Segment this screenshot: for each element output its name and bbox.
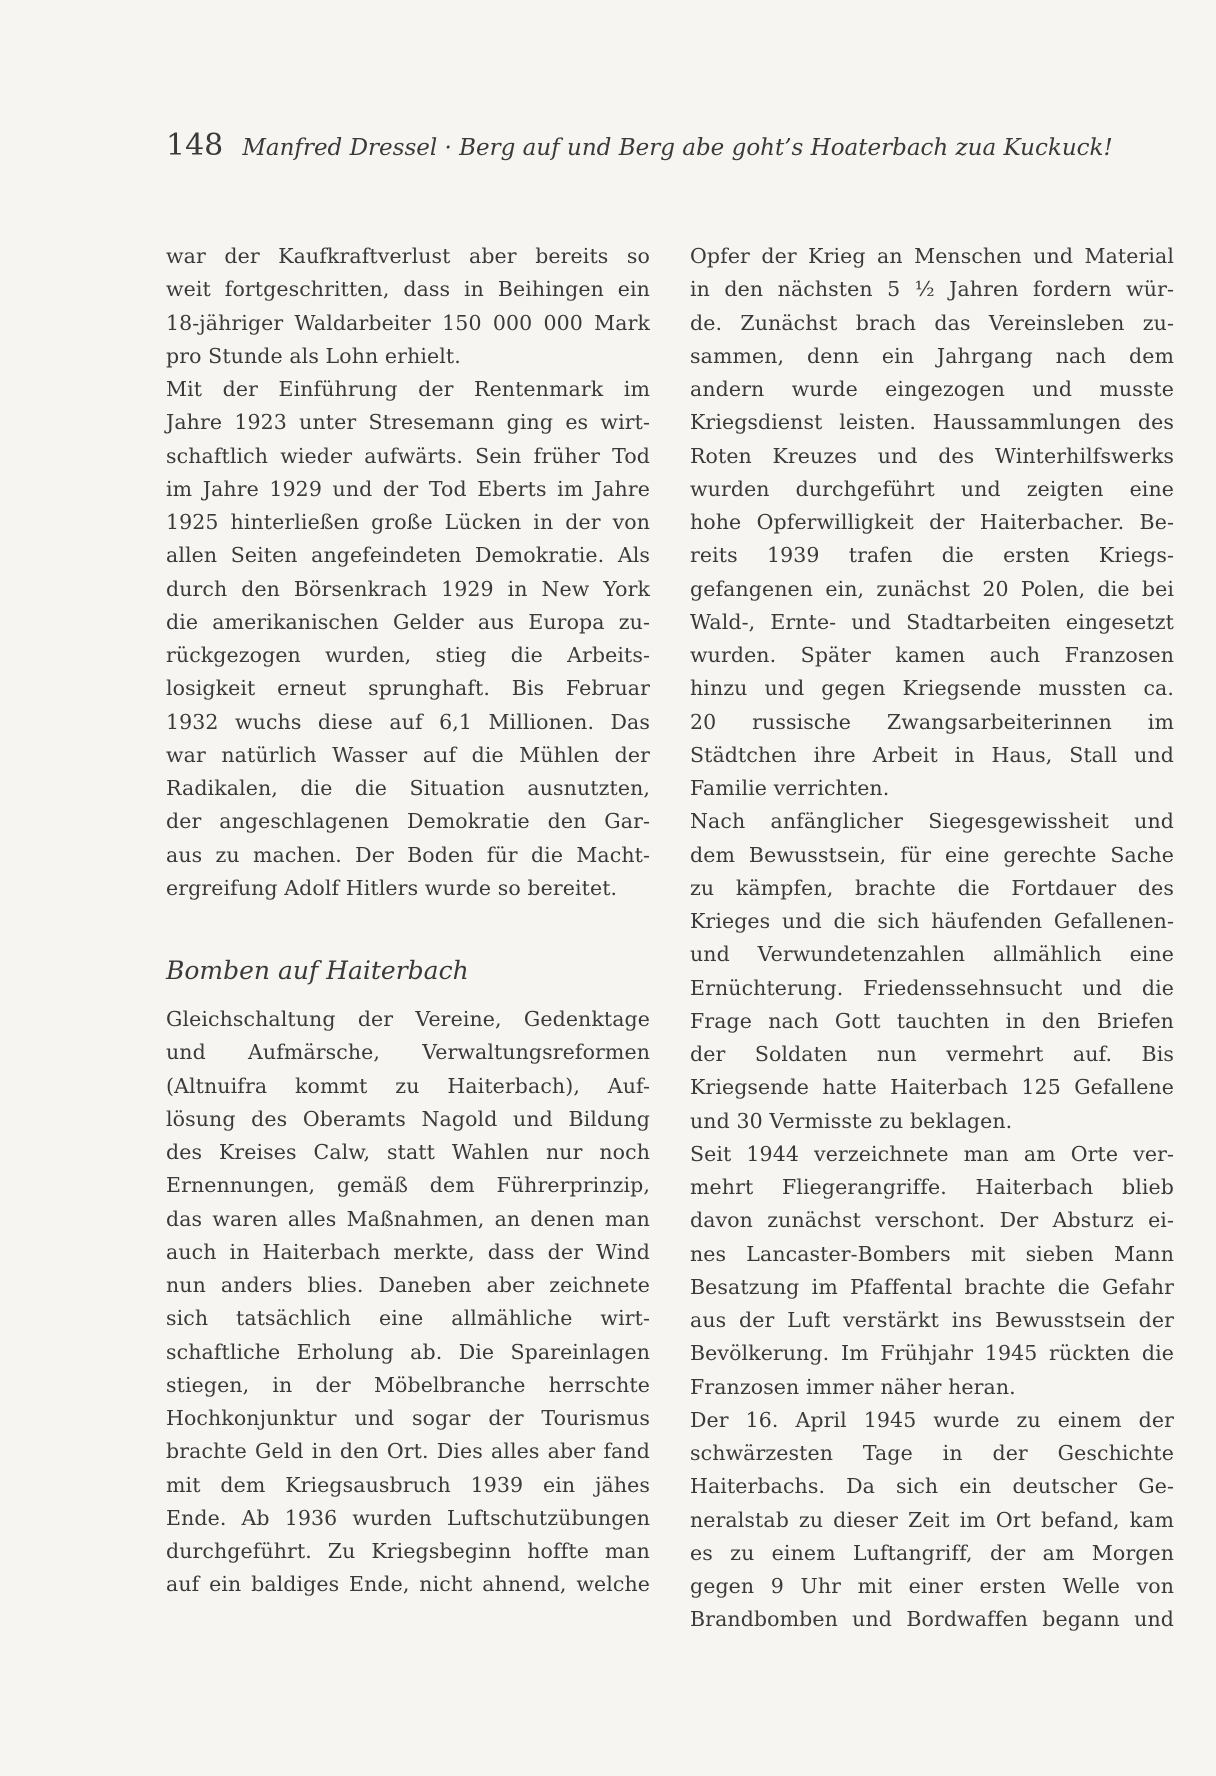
text-line: Brandbomben und Bordwaffen begann und <box>690 1607 1174 1632</box>
text-line: stiegen, in der Möbelbranche herrschte <box>166 1372 650 1397</box>
text-line: Roten Kreuzes und des Winterhilfswerks <box>690 443 1174 468</box>
text-line: Besatzung im Pfaffental brachte die Gefahr <box>690 1274 1174 1299</box>
text-line: in den nächsten 5 ½ Jahren fordern wür- <box>690 277 1174 302</box>
paragraph <box>690 1404 1174 1637</box>
text-line: Radikalen, die die Situation ausnutzten, <box>166 776 650 800</box>
text-line: zu kämpfen, brachte die Fortdauer des <box>690 875 1174 900</box>
text-line: Ernennungen, gemäß dem Führerprinzip, <box>166 1173 650 1198</box>
text-line: durchgeführt. Zu Kriegsbeginn hoffte man <box>166 1539 650 1563</box>
text-line: der angeschlagenen Demokratie den Gar- <box>166 809 650 834</box>
text-line: Haiterbachs. Da sich ein deutscher Ge- <box>690 1474 1174 1499</box>
text-line: (Altnuifra kommt zu Haiterbach), Auf- <box>166 1073 650 1098</box>
text-line: Hochkonjunktur und sogar der Tourismus <box>166 1406 650 1430</box>
text-line: davon zunächst verschont. Der Absturz ei- <box>690 1208 1174 1233</box>
text-line: auch in Haiterbach merkte, dass der Wind <box>166 1239 650 1264</box>
text-line: sich tatsächlich eine allmähliche wirt- <box>166 1306 650 1331</box>
text-line: losigkeit erneut sprunghaft. Bis Februar <box>166 676 650 701</box>
text-line: aus der Luft verstärkt ins Bewusstsein der <box>690 1308 1174 1332</box>
text-line: Gleichschaltung der Vereine, Gedenktage <box>166 1007 650 1031</box>
text-line: Jahre 1923 unter Stresemann ging es wirt- <box>166 410 650 435</box>
text-line: wurden durchgeführt und zeigten eine <box>690 476 1174 501</box>
text-line: Ende. Ab 1936 wurden Luftschutzübungen <box>166 1505 650 1530</box>
paragraph <box>166 373 650 905</box>
right-column <box>690 240 1174 1637</box>
text-line: auf ein baldiges Ende, nicht ahnend, welche <box>166 1572 650 1597</box>
text-line: Frage nach Gott tauchten in den Briefen <box>690 1008 1174 1033</box>
text-line: sammen, denn ein Jahrgang nach dem <box>690 343 1174 368</box>
paragraph <box>690 240 1174 805</box>
text-line: nun anders blies. Daneben aber zeichnete <box>166 1273 650 1297</box>
text-line: neralstab zu dieser Zeit im Ort befand, kam <box>690 1507 1174 1532</box>
text-line: Der 16. April 1945 wurde zu einem der <box>690 1407 1174 1432</box>
text-line: rückgezogen wurden, stieg die Arbeits- <box>166 643 650 667</box>
text-line: der Soldaten nun vermehrt auf. Bis <box>690 1042 1174 1066</box>
text-line: lösung des Oberamts Nagold und Bildung <box>166 1106 650 1131</box>
text-line: hinzu und gegen Kriegsende mussten ca. <box>690 676 1174 701</box>
text-line: das waren alles Maßnahmen, an denen man <box>166 1206 650 1231</box>
text-line: wurden. Später kamen auch Franzosen <box>690 643 1174 667</box>
text-line: Städtchen ihre Arbeit in Haus, Stall und <box>690 742 1174 767</box>
left-column <box>166 240 650 1602</box>
text-line: mit dem Kriegsausbruch 1939 ein jähes <box>166 1472 650 1497</box>
paragraph <box>166 240 650 373</box>
text-line: durch den Börsenkrach 1929 in New York <box>166 576 650 601</box>
text-line: im Jahre 1929 und der Tod Eberts im Jahre <box>166 476 650 501</box>
text-line: Krieges und die sich häufenden Gefallenen- <box>690 909 1174 933</box>
text-line: war natürlich Wasser auf die Mühlen der <box>166 742 650 767</box>
text-line: des Kreises Calw, statt Wahlen nur noch <box>166 1140 650 1164</box>
text-line: hohe Opferwilligkeit der Haiterbacher. Be- <box>690 510 1174 534</box>
text-line: Ernüchterung. Friedenssehnsucht und die <box>690 975 1174 1000</box>
text-line: dem Bewusstsein, für eine gerechte Sache <box>690 842 1174 867</box>
text-line: die amerikanischen Gelder aus Europa zu- <box>166 609 650 634</box>
text-line: schwärzesten Tage in der Geschichte <box>690 1441 1174 1465</box>
text-line: weit fortgeschritten, dass in Beihingen ein <box>166 277 650 302</box>
text-line: 1925 hinterließen große Lücken in der von <box>166 510 650 534</box>
text-line: und Aufmärsche, Verwaltungsreformen <box>166 1040 650 1065</box>
text-line: nes Lancaster-Bombers mit sieben Mann <box>690 1241 1174 1266</box>
text-line: mehrt Fliegerangriffe. Haiterbach blieb <box>690 1175 1174 1199</box>
text-line: allen Seiten angefeindeten Demokratie. Als <box>166 543 650 568</box>
text-line: Opfer der Krieg an Menschen und Material <box>690 244 1174 268</box>
text-line: andern wurde eingezogen und musste <box>690 377 1174 401</box>
text-line: 18-jähriger Waldarbeiter 150 000 000 Mark <box>166 310 650 335</box>
text-line: schaftlich wieder aufwärts. Sein früher Tod <box>166 443 650 468</box>
text-line: 1932 wuchs diese auf 6,1 Millionen. Das <box>166 709 650 734</box>
text-line: gefangenen ein, zunächst 20 Polen, die bei <box>690 576 1174 601</box>
paragraph <box>690 1138 1174 1404</box>
text-line: Franzosen immer näher heran. <box>690 1374 1016 1399</box>
text-line: war der Kaufkraftverlust aber bereits so <box>166 244 650 268</box>
text-line: es zu einem Luftangriff, der am Morgen <box>690 1540 1174 1565</box>
text-line: schaftliche Erholung ab. Die Spareinlagen <box>166 1339 650 1364</box>
page-number: 148 <box>166 128 224 163</box>
text-line: ergreifung Adolf Hitlers wurde so bereitet. <box>166 875 618 900</box>
text-line: Seit 1944 verzeichnete man am Orte ver- <box>690 1141 1174 1166</box>
text-line: und Verwundetenzahlen allmählich eine <box>690 942 1174 967</box>
text-line: reits 1939 trafen die ersten Kriegs- <box>690 543 1174 568</box>
text-line: 20 russische Zwangsarbeiterinnen im <box>690 709 1174 734</box>
text-line: Familie verrichten. <box>690 776 890 800</box>
text-line: Nach anfänglicher Siegesgewissheit und <box>690 809 1174 834</box>
running-title: Manfred Dressel · Berg auf und Berg abe goht’s Hoaterbach zua Kuckuck! <box>242 135 1113 161</box>
text-line: aus zu machen. Der Boden für die Macht- <box>166 842 650 867</box>
text-line: Kriegsende hatte Haiterbach 125 Gefallene <box>690 1075 1174 1100</box>
text-line: brachte Geld in den Ort. Dies alles aber fand <box>166 1439 650 1464</box>
text-line: und 30 Vermisste zu beklagen. <box>690 1108 1013 1133</box>
text-line: Bevölkerung. Im Frühjahr 1945 rückten die <box>690 1341 1174 1366</box>
text-line: Mit der Einführung der Rentenmark im <box>166 377 650 401</box>
text-line: Kriegsdienst leisten. Haussammlungen des <box>690 410 1174 435</box>
running-header <box>166 128 1113 163</box>
text-line: pro Stunde als Lohn erhielt. <box>166 343 461 368</box>
text-line: de. Zunächst brach das Vereinsleben zu- <box>690 310 1174 335</box>
text-line: gegen 9 Uhr mit einer ersten Welle von <box>690 1574 1174 1598</box>
section-heading: Bomben auf Haiterbach <box>166 956 469 985</box>
paragraph <box>166 1003 650 1602</box>
paragraph <box>690 805 1174 1138</box>
text-line: Wald-, Ernte- und Stadtarbeiten eingesetzt <box>690 609 1174 634</box>
